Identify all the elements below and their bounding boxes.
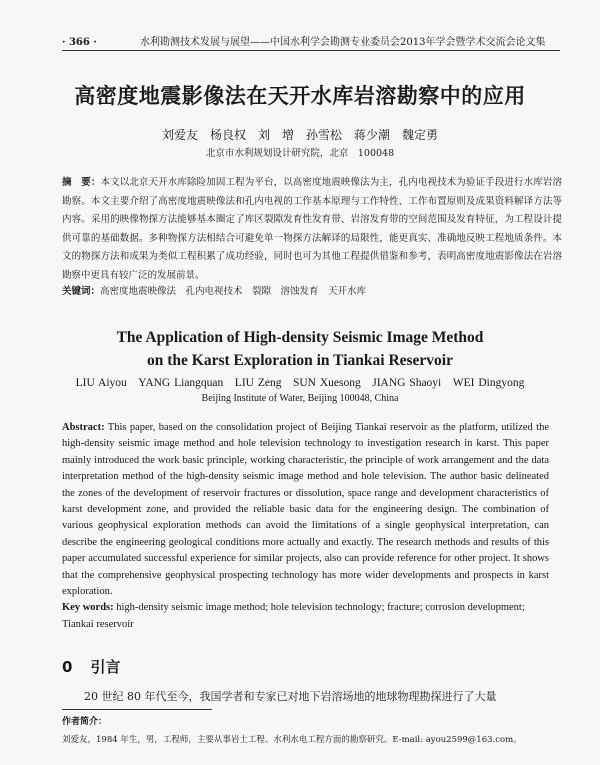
english-title [0,326,600,372]
footnote-rule [62,709,212,710]
chinese-abstract-text: 本文以北京天开水库除险加固工程为平台，以高密度地震映像法为主，孔内电视技术为验证手段进行水库岩溶勘察。本文主要介绍了高密度地震映像法和孔内电视的工作基本原理与工作特性、工作布置原则及成果资料解译方法等内容。采用的映像物探方法能够基本圈定了库区裂隙发育性发育带、岩溶发育带的空间范围及发育特征，为工程设计提供可靠的基础数据。多种物探方法相结合可避免单一物探方法解译的局限性，能更真实、准确地反映工程地质条件。本文的物探方法和成果为类似工程积累了成功经验，同时也可为其他工程提供借鉴和参考，表明高密度地震影像法在岩溶勘察中更具有较广泛的发展前景。 [62,177,562,281]
page-number: · 366 · [62,37,97,48]
chinese-affiliation: 北京市水利规划设计研究院，北京 100048 [205,148,395,159]
header-rule [62,50,560,51]
english-affiliation: Beijing Institute of Water, Beijing 100048, China [201,393,399,404]
running-header [62,33,560,48]
chinese-keywords [62,283,562,301]
footnote-text: 刘爱友，1984 年生，男，工程师，主要从事岩土工程、水利水电工程方面的勘察研究。E-mail: ayou2599@163.com。 [62,735,522,745]
english-abstract [62,420,549,600]
intro-paragraph: 20 世纪 80 年代至今，我国学者和专家已对地下岩溶场地的地球物理勘探进行了大量 [84,690,497,703]
chinese-abstract [62,174,562,285]
chinese-authors: 刘爱友 杨良权 刘 增 孙雪松 蒋少潮 魏定勇 [161,128,438,142]
chinese-title: 高密度地震影像法在天开水库岩溶勘察中的应用 [74,84,526,108]
journal-title: 水利勘测技术发展与展望——中国水利学会勘测专业委员会2013年学会暨学术交流会论文集 [140,37,546,48]
english-title-line2: on the Karst Exploration in Tiankai Reservoir [146,352,453,369]
section-number: 0 [62,658,73,676]
english-keywords-text: high-density seismic image method; hole television technology; fracture; corrosion development; Tiankai reservoir [62,602,525,630]
footnote-label: 作者简介： [62,717,108,727]
english-keywords-label: Key words: [62,602,114,613]
english-title-line1: The Application of High-density Seismic Image Method [116,329,484,346]
chinese-keywords-text: 高密度地震映像法 孔内电视技术 裂隙 溶蚀发育 天开水库 [100,286,367,297]
english-authors: LIU Aiyou YANG Liangquan LIU Zeng SUN Xuesong JIANG Shaoyi WEI Dingyong [75,377,525,389]
section-heading [62,656,120,677]
english-abstract-label: Abstract: [62,422,105,433]
section-title: 引言 [90,658,121,676]
chinese-keywords-label: 关键词： [62,286,101,297]
english-abstract-text: This paper, based on the consolidation project of Beijing Tiankai reservoir as the platform, utilized the high-density seismic image method and hole television technology to investigation research in karst. This paper mainly introduced the work basic principle, working characteristic, the principle of work arrangement and the data interpretation method of the high-density seismic image method and hole television. The author basic delineated the zones of the development of reservoir fractures or dissolution, space range and development characteristics of karst development zone, and provided the reliable basic data for the engineering design. The combination of various geophysical exploration methods can avoid the limitations of a single geophysical interpretation, can describe the engineering geological conditions more actually and exactly. The research methods and results of this paper accumulated successful experience for similar projects, also can provide reference for other project. It shows that the comprehensive geophysical prospecting technology has more wider developments and prospects in karst exploration. [62,422,549,598]
english-keywords [62,600,549,633]
chinese-abstract-label: 摘 要： [62,177,101,188]
